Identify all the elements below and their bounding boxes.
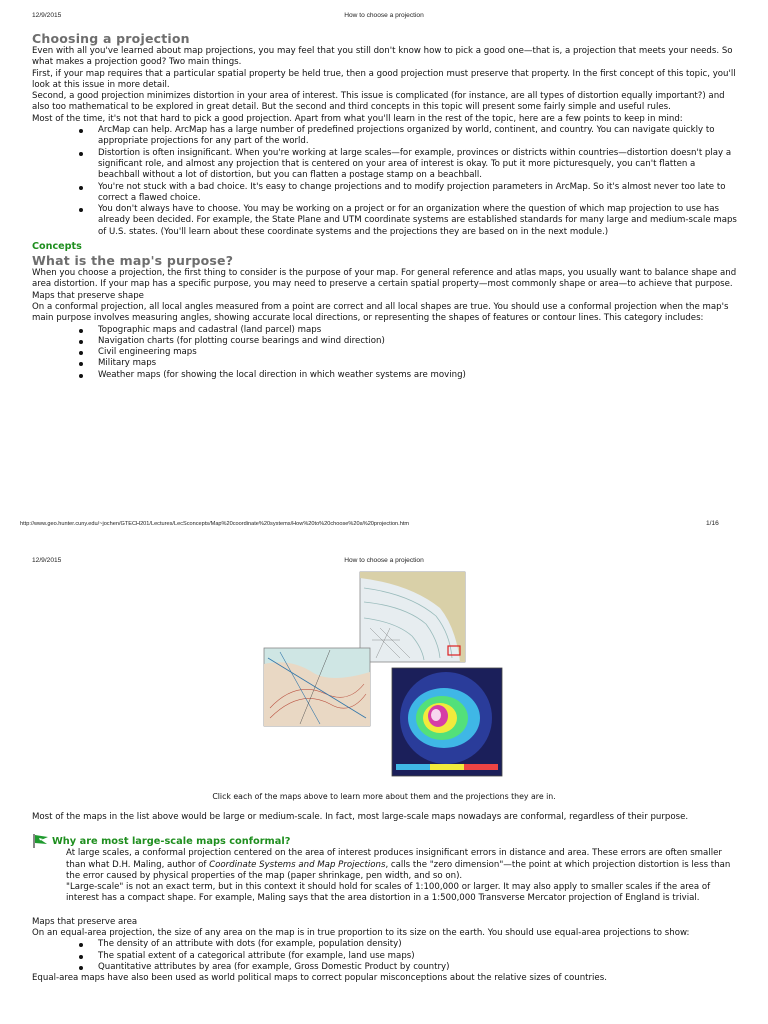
callout-paragraph-1 — [66, 848, 738, 882]
paragraph-equal-area: On an equal-area projection, the size of any area on the map is in true proportion to its size on the earth. You should use equal-area projections to show: — [32, 928, 690, 939]
tips-list — [32, 125, 738, 238]
list-item: You don't always have to choose. You may be working on a project or for an organization where the question of which map projection to use has already been decided. For example, the State Plane and UTM coordinate systems are established standards for many large and medium-scale maps of U.S. states. (You'll learn about these coordinate systems and the projections they are based on in the next module.) — [32, 204, 738, 238]
callout-title: Why are most large-scale maps conformal? — [52, 836, 291, 848]
callout-paragraph-2: "Large-scale" is not an exact term, but in this context it should hold for scales of 1:100,000 or larger. It may also apply to smaller scales if the area of interest has a compact shape. For example, Maling says that the area distortion in a 1:500,000 Transverse Mercator projection of England is trivial. — [66, 882, 711, 904]
paragraph-political-maps: Equal-area maps have also been used as world political maps to correct popular misconceptions about the relative sizes of countries. — [32, 973, 607, 984]
list-item: Quantitative attributes by area (for example, Gross Domestic Product by country) — [32, 962, 738, 973]
page1-content — [32, 31, 738, 381]
paragraph-purpose: When you choose a projection, the first thing to consider is the purpose of your map. For general reference and atlas maps, you usually want to balance shape and area distortion. If your map has a specific purpose, you may need to preserve a certain spatial property—most commonly shape or area—to achieve that purpose. — [32, 268, 737, 290]
page-footer-page: 1/16 — [706, 520, 719, 527]
page-header-date: 12/9/2015 — [32, 12, 62, 19]
subheading-preserve-area: Maps that preserve area — [32, 916, 138, 927]
page-footer-url: http://www.geo.hunter.cuny.edu/~jochen/GTECH201/Lectures/LecSconcepts/Map%20coordinate%20systems/How%20to%20choose%20a%20projection.htm — [20, 521, 410, 527]
heading-map-purpose: What is the map's purpose? — [32, 253, 234, 269]
map-thumbnails — [260, 568, 510, 780]
callout-conformal — [32, 835, 738, 904]
page-header-date: 12/9/2015 — [32, 557, 62, 564]
book-title: Coordinate Systems and Map Projections — [209, 859, 386, 870]
list-item: Civil engineering maps — [32, 347, 738, 358]
topographic-map[interactable] — [264, 648, 370, 726]
green-flag-icon — [32, 833, 50, 853]
paragraph-large-scale: Most of the maps in the list above would be large or medium-scale. In fact, most large-scale maps nowadays are conformal, regardless of their purpose. — [32, 812, 689, 822]
equal-area-list — [32, 939, 738, 973]
list-item: Weather maps (for showing the local direction in which weather systems are moving) — [32, 370, 738, 381]
navigation-chart-map[interactable] — [360, 572, 465, 662]
map-collage — [260, 568, 510, 780]
paragraph-conformal: On a conformal projection, all local angles measured from a point are correct and all local shapes are true. You should use a conformal projection when the map's main purpose involves measuring angles, showing accurate local directions, or representing the shapes of features or contour lines. This category includes: — [32, 301, 729, 324]
list-item: ArcMap can help. ArcMap has a large number of predefined projections organized by world, continent, and country. You can navigate quickly to appropriate projections for any part of the world. — [32, 125, 738, 148]
concepts-label: Concepts — [32, 241, 82, 253]
heading-choosing-projection: Choosing a projection — [32, 31, 190, 46]
weather-map[interactable] — [392, 668, 502, 776]
callout-body — [32, 848, 738, 904]
paragraph-first: First, if your map requires that a particular spatial property be held true, then a good projection must preserve that property. In the first concept of this topic, you'll look at this issue in more detail. — [32, 68, 736, 90]
list-item: The density of an attribute with dots (for example, population density) — [32, 939, 738, 950]
conformal-list — [32, 325, 738, 381]
list-item: Distortion is often insignificant. When you're working at large scales—for example, provinces or districts within countries—distortion doesn't play a significant role, and almost any projection that is centered on your area of interest is okay. To put it more picturesquely, you can't flatten a beachball without a lot of distortion, but you can flatten a postage stamp on a beachball. — [32, 148, 738, 182]
callout-text: , calls the "zero dimension"—the point at which projection distortion is less than the error caused by physical properties of the map (paper shrinkage, pen width, and so on). — [66, 859, 731, 881]
paragraph-most-of-time: Most of the time, it's not that hard to pick a good projection. Apart from what you'll learn in the rest of the topic, here are a few points to keep in mind: — [32, 113, 683, 124]
paragraph-second: Second, a good projection minimizes distortion in your area of interest. This issue is complicated (for instance, are all types of distortion equally important?) and also too mathematical to be explored in great detail. But the second and third concepts in this topic will present some fairly simple and useful rules. — [32, 91, 725, 113]
list-item: The spatial extent of a categorical attribute (for example, land use maps) — [32, 951, 738, 962]
callout-text: At large scales, a conformal projection centered on the area of interest produces insignificant errors in distance and area. These errors are often smaller than what D.H. Maling, author of — [66, 848, 722, 870]
list-item: You're not stuck with a bad choice. It's easy to change projections and to modify projection parameters in ArcMap. So it's almost never too late to correct a flawed choice. — [32, 182, 738, 205]
list-item: Topographic maps and cadastral (land parcel) maps — [32, 325, 738, 336]
maps-caption: Click each of the maps above to learn more about them and the projections they are in. — [212, 792, 556, 801]
page-header-title: How to choose a projection — [344, 12, 424, 19]
page2-content — [32, 812, 738, 985]
paragraph-intro: Even with all you've learned about map projections, you may feel that you still don't know how to pick a good one—that is, a projection that meets your needs. So what makes a projection good? Two main things. — [32, 46, 733, 68]
page-header-title: How to choose a projection — [344, 557, 424, 564]
list-item: Military maps — [32, 358, 738, 369]
subheading-preserve-shape: Maps that preserve shape — [32, 290, 144, 301]
list-item: Navigation charts (for plotting course bearings and wind direction) — [32, 336, 738, 347]
